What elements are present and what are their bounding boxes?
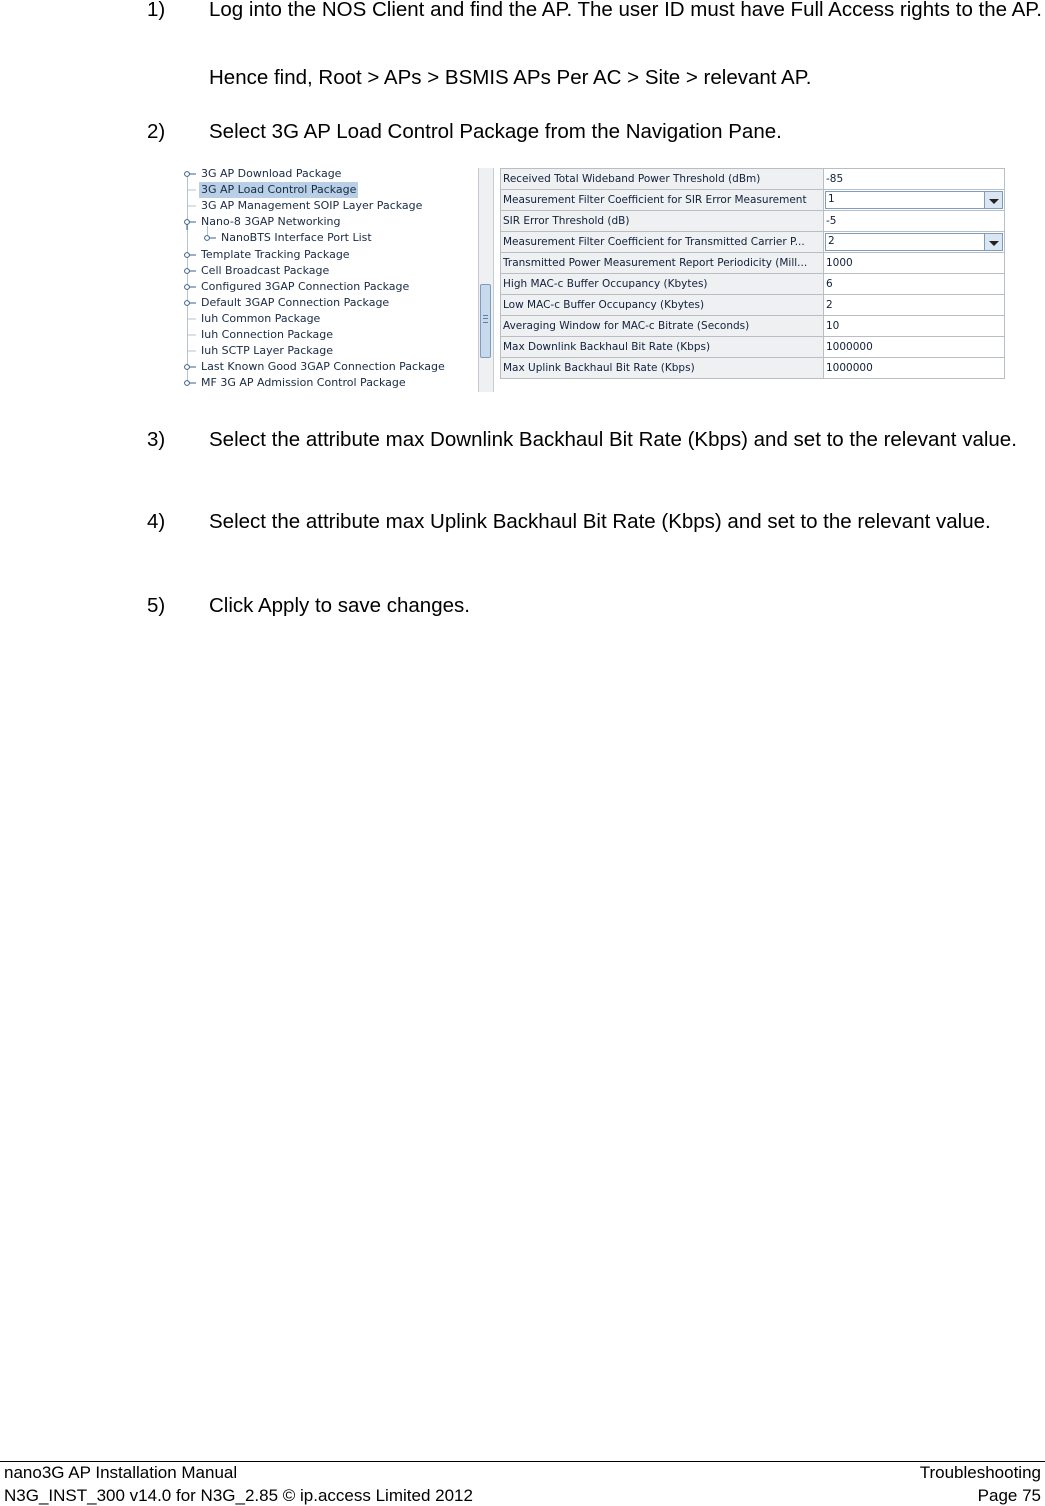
footer-divider — [0, 1461, 1045, 1462]
table-row[interactable] — [501, 358, 1005, 379]
attribute-value[interactable]: 10 — [824, 316, 1005, 337]
attribute-name: Measurement Filter Coefficient for SIR Error Measurement — [501, 190, 824, 211]
table-row[interactable] — [501, 274, 1005, 295]
attribute-value-dropdown[interactable] — [825, 191, 1003, 209]
grip-icon — [483, 315, 488, 323]
expand-handle-icon[interactable] — [182, 359, 198, 375]
attribute-name: Transmitted Power Measurement Report Periodicity (Mill... — [501, 253, 824, 274]
step-text: Select the attribute max Downlink Backhaul Bit Rate (Kbps) and set to the relevant value. — [209, 428, 1017, 451]
attribute-name: Measurement Filter Coefficient for Transmitted Carrier P... — [501, 232, 824, 253]
step-text: Log into the NOS Client and find the AP. The user ID must have Full Access rights to the AP. — [209, 0, 1043, 21]
attribute-value[interactable] — [824, 232, 1005, 253]
table-row[interactable] — [501, 253, 1005, 274]
footer-section: Troubleshooting — [919, 1463, 1041, 1482]
scrollbar-thumb[interactable] — [480, 284, 491, 358]
tree-item-label: 3G AP Download Package — [201, 167, 342, 180]
attribute-value[interactable]: 6 — [824, 274, 1005, 295]
attribute-name: Low MAC-c Buffer Occupancy (Kbytes) — [501, 295, 824, 316]
tree-item-label: Iuh Common Package — [201, 311, 321, 325]
dropdown-selected-value: 1 — [828, 193, 835, 205]
attribute-name: Max Uplink Backhaul Bit Rate (Kbps) — [501, 358, 824, 379]
tree-leaf-connector-icon — [182, 343, 198, 359]
table-row[interactable] — [501, 169, 1005, 190]
tree-item-label: NanoBTS Interface Port List — [221, 231, 372, 245]
attribute-value[interactable]: 1000000 — [824, 337, 1005, 358]
expand-handle-icon[interactable] — [182, 263, 198, 279]
attribute-value[interactable]: -5 — [824, 211, 1005, 232]
navigation-tree — [182, 164, 478, 392]
tree-item-label: Last Known Good 3GAP Connection Package — [201, 360, 445, 374]
tree-item-label: 3G AP Management SOIP Layer Package — [201, 199, 423, 213]
expand-handle-icon[interactable] — [182, 279, 198, 295]
attribute-name: SIR Error Threshold (dB) — [501, 211, 824, 232]
attribute-name: Max Downlink Backhaul Bit Rate (Kbps) — [501, 337, 824, 358]
step-number: 2) — [147, 120, 166, 143]
expand-handle-icon[interactable] — [182, 247, 198, 263]
step-text: Select the attribute max Uplink Backhaul Bit Rate (Kbps) and set to the relevant value. — [209, 510, 991, 533]
footer-page-number: Page 75 — [977, 1486, 1041, 1505]
table-row[interactable] — [501, 337, 1005, 358]
table-row[interactable] — [501, 211, 1005, 232]
attribute-name: High MAC-c Buffer Occupancy (Kbytes) — [501, 274, 824, 295]
tree-leaf-connector-icon — [182, 311, 198, 327]
step-number: 4) — [147, 510, 166, 533]
expand-handle-icon[interactable] — [182, 166, 198, 182]
tree-item-label: Iuh Connection Package — [201, 328, 334, 341]
table-row[interactable] — [501, 232, 1005, 253]
tree-leaf-connector-icon — [182, 327, 198, 343]
expand-handle-icon[interactable] — [182, 214, 198, 230]
tree-scrollbar[interactable] — [478, 168, 494, 392]
tree-item-label: Cell Broadcast Package — [201, 263, 330, 277]
attribute-value[interactable] — [824, 190, 1005, 211]
dropdown-selected-value: 2 — [828, 235, 835, 247]
table-row[interactable] — [501, 316, 1005, 337]
chevron-down-icon[interactable] — [984, 234, 1002, 250]
tree-item-label: Nano-8 3GAP Networking — [201, 215, 341, 229]
attributes-table — [500, 168, 1005, 379]
table-row[interactable] — [501, 295, 1005, 316]
tree-item-label: Default 3GAP Connection Package — [201, 295, 390, 309]
expand-handle-icon[interactable] — [202, 230, 218, 246]
nos-client-screenshot — [182, 164, 1005, 392]
attribute-value[interactable]: 1000 — [824, 253, 1005, 274]
tree-item-label: MF 3G AP Admission Control Package — [201, 376, 406, 390]
attribute-value[interactable]: 2 — [824, 295, 1005, 316]
chevron-down-icon[interactable] — [984, 192, 1002, 208]
tree-item-label: Template Tracking Package — [201, 247, 350, 261]
step-number: 5) — [147, 594, 166, 617]
attribute-name: Averaging Window for MAC-c Bitrate (Seconds) — [501, 316, 824, 337]
footer-document-id: N3G_INST_300 v14.0 for N3G_2.85 © ip.access Limited 2012 — [4, 1486, 473, 1505]
expand-handle-icon[interactable] — [182, 295, 198, 311]
tree-item-label: 3G AP Load Control Package — [201, 183, 357, 197]
tree-item-label: Configured 3GAP Connection Package — [201, 279, 410, 293]
expand-handle-icon[interactable] — [182, 375, 198, 391]
table-row[interactable] — [501, 190, 1005, 211]
footer-manual-title: nano3G AP Installation Manual — [4, 1463, 238, 1482]
tree-leaf-connector-icon — [182, 182, 198, 198]
step-text: Select 3G AP Load Control Package from the Navigation Pane. — [209, 120, 782, 143]
tree-leaf-connector-icon — [182, 198, 198, 214]
tree-item-label: Iuh SCTP Layer Package — [201, 344, 333, 358]
step-number: 1) — [147, 0, 166, 21]
attribute-name: Received Total Wideband Power Threshold (dBm) — [501, 169, 824, 190]
step-1-subtext: Hence find, Root > APs > BSMIS APs Per AC > Site > relevant AP. — [209, 66, 812, 89]
attribute-value[interactable]: 1000000 — [824, 358, 1005, 379]
step-text: Click Apply to save changes. — [209, 594, 470, 617]
step-number: 3) — [147, 428, 166, 451]
attribute-value[interactable]: -85 — [824, 169, 1005, 190]
attribute-value-dropdown[interactable] — [825, 233, 1003, 251]
